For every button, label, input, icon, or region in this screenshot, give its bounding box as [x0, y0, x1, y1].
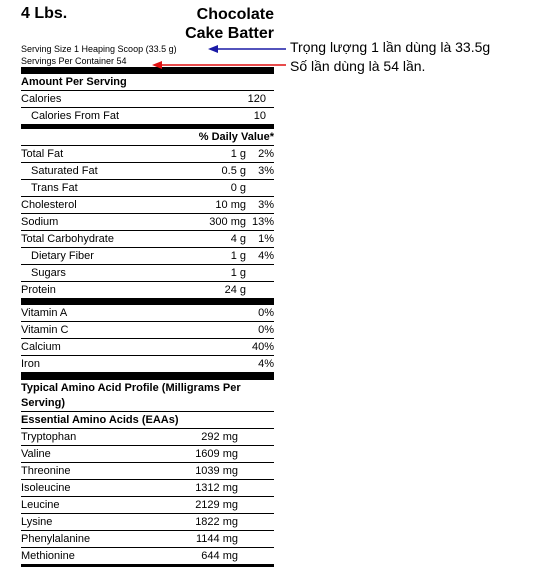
nutrient-row	[21, 146, 274, 163]
servings-note: Số lần dùng là 54 lần.	[290, 58, 426, 74]
amino-acid-amount: 1144 mg	[196, 533, 238, 545]
nutrient-label: Saturated Fat	[31, 165, 98, 177]
amino-acid-label: Phenylalanine	[21, 533, 91, 545]
nutrient-daily-value: 13%	[251, 216, 274, 228]
vitamin-row	[21, 322, 274, 339]
vitamin-label: Iron	[21, 358, 40, 370]
calories-label: Calories	[21, 93, 62, 105]
amino-acid-label: Leucine	[21, 499, 60, 511]
calories-fat-label: Calories From Fat	[31, 110, 120, 122]
nutrient-row	[21, 265, 274, 282]
nutrient-daily-value: 3%	[258, 199, 274, 211]
nutrient-label: Sodium	[21, 216, 59, 228]
serving-arrow	[208, 45, 286, 53]
amino-acid-label: Methionine	[21, 550, 75, 562]
nutrient-amount: 300 mg	[209, 216, 246, 228]
calories-value: 120	[247, 93, 266, 105]
amino-acid-label: Lysine	[21, 516, 53, 528]
nutrient-amount: 1 g	[230, 148, 246, 160]
vitamin-daily-value: 40%	[251, 341, 274, 353]
amino-acid-amount: 644 mg	[201, 550, 238, 562]
nutrient-amount: 4 g	[230, 233, 246, 245]
vitamin-label: Vitamin A	[21, 307, 68, 319]
nutrient-list	[21, 146, 274, 298]
nutrient-label: Cholesterol	[21, 199, 77, 211]
servings-per-container: Servings Per Container 54	[21, 56, 127, 66]
calories-fat-value: 10	[253, 110, 266, 122]
nutrient-amount: 0 g	[230, 182, 246, 194]
amino-acid-amount: 1312 mg	[195, 482, 238, 494]
amino-acid-amount: 292 mg	[201, 431, 238, 443]
vitamin-daily-value: 4%	[258, 358, 274, 370]
vitamin-list	[21, 305, 274, 373]
amino-acid-row	[21, 480, 274, 497]
nutrient-amount: 10 mg	[215, 199, 246, 211]
nutrient-label: Total Carbohydrate	[21, 233, 114, 245]
nutrient-row	[21, 197, 274, 214]
nutrient-row	[21, 282, 274, 298]
amino-acid-label: Tryptophan	[21, 431, 77, 443]
amino-acid-amount: 1039 mg	[195, 465, 238, 477]
amino-acid-label: Threonine	[21, 465, 71, 477]
nutrient-label: Trans Fat	[31, 182, 78, 194]
amino-profile-title: Typical Amino Acid Profile (Milligrams Per Serving)	[21, 380, 274, 412]
nutrient-row	[21, 163, 274, 180]
vitamin-label: Calcium	[21, 341, 61, 353]
nutrient-row	[21, 214, 274, 231]
eaa-title: Essential Amino Acids (EAAs)	[21, 412, 274, 429]
nutrient-label: Dietary Fiber	[31, 250, 94, 262]
nutrient-daily-value: 1%	[258, 233, 274, 245]
vitamin-label: Vitamin C	[21, 324, 69, 336]
serving-size: Serving Size 1 Heaping Scoop (33.5 g)	[21, 44, 177, 54]
nutrient-row	[21, 248, 274, 265]
nutrient-amount: 1 g	[230, 267, 246, 279]
nutrient-label: Total Fat	[21, 148, 64, 160]
amino-acid-amount: 1822 mg	[195, 516, 238, 528]
nutrient-amount: 0.5 g	[221, 165, 246, 177]
servings-arrow	[152, 61, 286, 69]
nutrient-label: Sugars	[31, 267, 66, 279]
amino-acid-row	[21, 548, 274, 564]
nutrient-daily-value: 2%	[258, 148, 274, 160]
amino-acid-label: Valine	[21, 448, 51, 460]
nutrient-row	[21, 180, 274, 197]
nutrient-amount: 1 g	[230, 250, 246, 262]
amino-acid-row	[21, 429, 274, 446]
vitamin-daily-value: 0%	[258, 324, 274, 336]
amino-acid-amount: 2129 mg	[195, 499, 238, 511]
vitamin-row	[21, 339, 274, 356]
nutrient-amount: 24 g	[224, 284, 246, 296]
amino-acid-label: Isoleucine	[21, 482, 71, 494]
nutrient-label: Protein	[21, 284, 56, 296]
amino-acid-list	[21, 429, 274, 564]
flavor-line-1: Chocolate	[196, 6, 274, 23]
nutrient-daily-value: 3%	[258, 165, 274, 177]
amount-per-serving: Amount Per Serving	[21, 74, 274, 91]
amino-acid-row	[21, 531, 274, 548]
daily-value-header: % Daily Value*	[198, 131, 274, 143]
amino-acid-amount: 1609 mg	[195, 448, 238, 460]
divider-bottom	[21, 564, 274, 567]
serving-size-note: Trọng lượng 1 lần dùng là 33.5g	[290, 39, 491, 55]
amino-acid-row	[21, 446, 274, 463]
amino-acid-row	[21, 497, 274, 514]
nutrient-daily-value: 4%	[258, 250, 274, 262]
amino-acid-row	[21, 463, 274, 480]
divider-thick	[21, 373, 274, 380]
calories-from-fat-row	[21, 108, 274, 125]
vitamin-row	[21, 305, 274, 322]
vitamin-daily-value: 0%	[258, 307, 274, 319]
vitamin-row	[21, 356, 274, 373]
divider-thick	[21, 298, 274, 305]
daily-value-header-row	[21, 129, 274, 146]
nutrient-row	[21, 231, 274, 248]
amino-acid-row	[21, 514, 274, 531]
product-size: 4 Lbs.	[21, 5, 68, 22]
flavor-line-2: Cake Batter	[185, 25, 274, 42]
